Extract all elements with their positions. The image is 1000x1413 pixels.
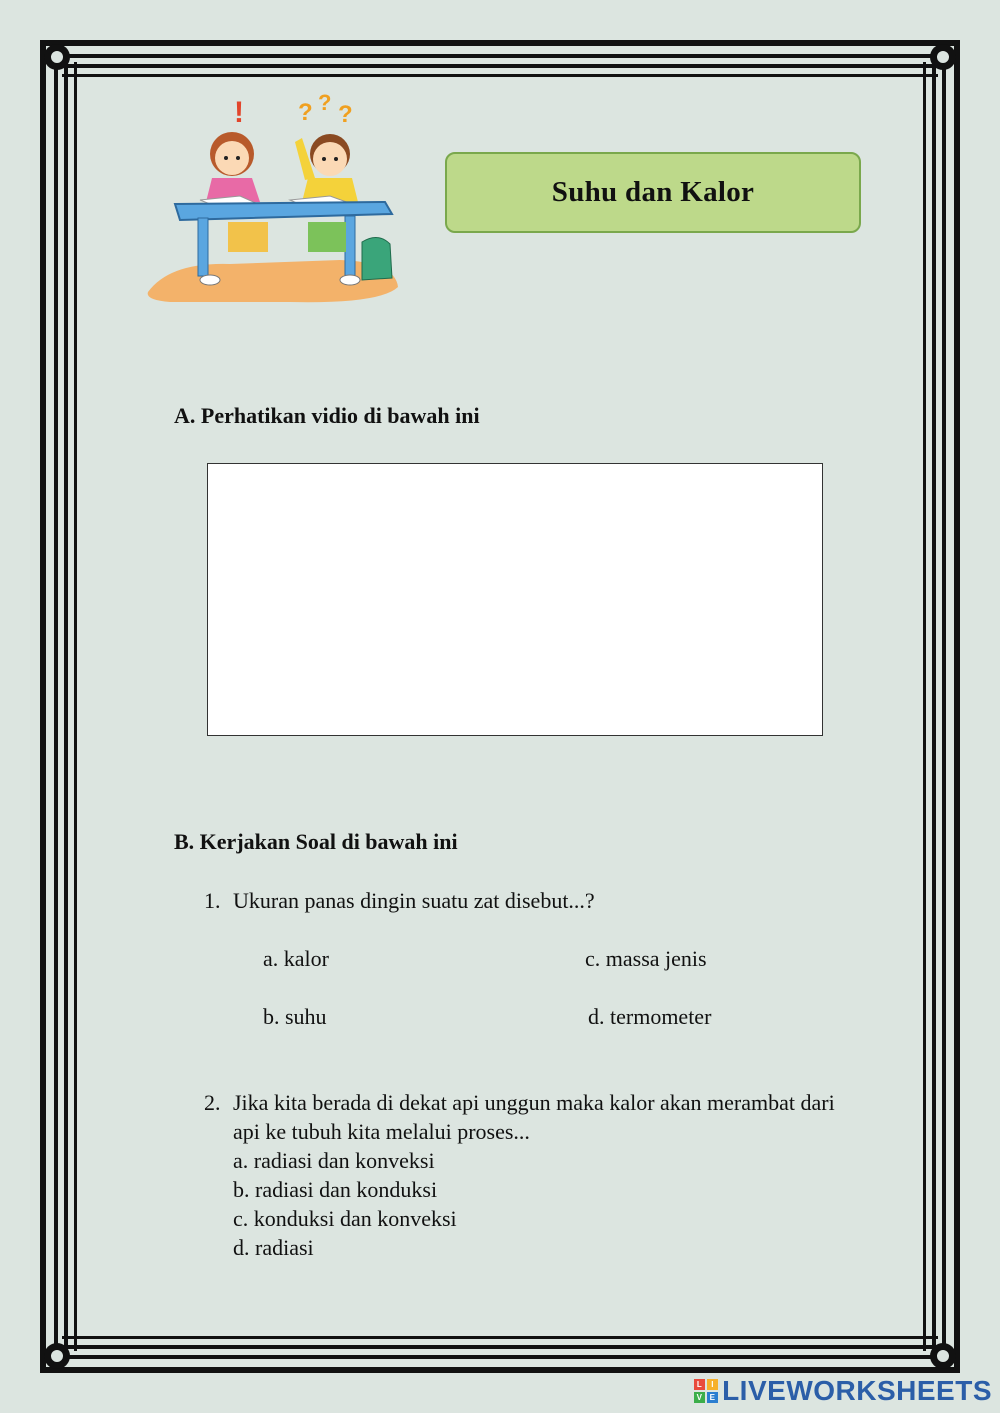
question-1-option-d[interactable]: d. termometer (588, 1004, 712, 1029)
svg-text:?: ? (318, 92, 332, 115)
corner-ornament (930, 44, 956, 70)
page-title: Suhu dan Kalor (551, 176, 755, 208)
question-2-option-c[interactable]: c. konduksi dan konveksi (233, 1206, 457, 1231)
question-2-text-line1: Jika kita berada di dekat api unggun maka kalor akan merambat dari (233, 1090, 835, 1115)
question-2-option-d[interactable]: d. radiasi (233, 1235, 314, 1260)
question-1-option-a[interactable]: a. kalor (263, 946, 329, 971)
corner-ornament (44, 1343, 70, 1369)
brand-name: LIVEWORKSHEETS (722, 1375, 992, 1406)
question-2-number: 2. (204, 1090, 221, 1115)
corner-ornament (44, 44, 70, 70)
question-1-text: Ukuran panas dingin suatu zat disebut...? (233, 888, 595, 913)
logo-grid-icon: L I V E (694, 1379, 718, 1403)
svg-text:?: ? (338, 101, 353, 128)
question-2-option-b[interactable]: b. radiasi dan konduksi (233, 1177, 438, 1202)
video-placeholder[interactable] (207, 463, 823, 736)
corner-ornament (930, 1343, 956, 1369)
question-1-number: 1. (204, 888, 221, 913)
question-2-text-line2: api ke tubuh kita melalui proses... (233, 1119, 530, 1144)
question-1-option-b[interactable]: b. suhu (263, 1004, 327, 1029)
liveworksheets-logo[interactable] (694, 1375, 992, 1407)
svg-text:?: ? (298, 99, 313, 126)
question-1-option-c[interactable]: c. massa jenis (585, 946, 707, 971)
section-b-heading: B. Kerjakan Soal di bawah ini (174, 829, 458, 854)
svg-text:!: ! (234, 96, 244, 129)
title-banner (445, 152, 861, 233)
question-2-option-a[interactable]: a. radiasi dan konveksi (233, 1148, 435, 1173)
section-a-heading: A. Perhatikan vidio di bawah ini (174, 403, 480, 428)
students-clipart (140, 92, 405, 307)
